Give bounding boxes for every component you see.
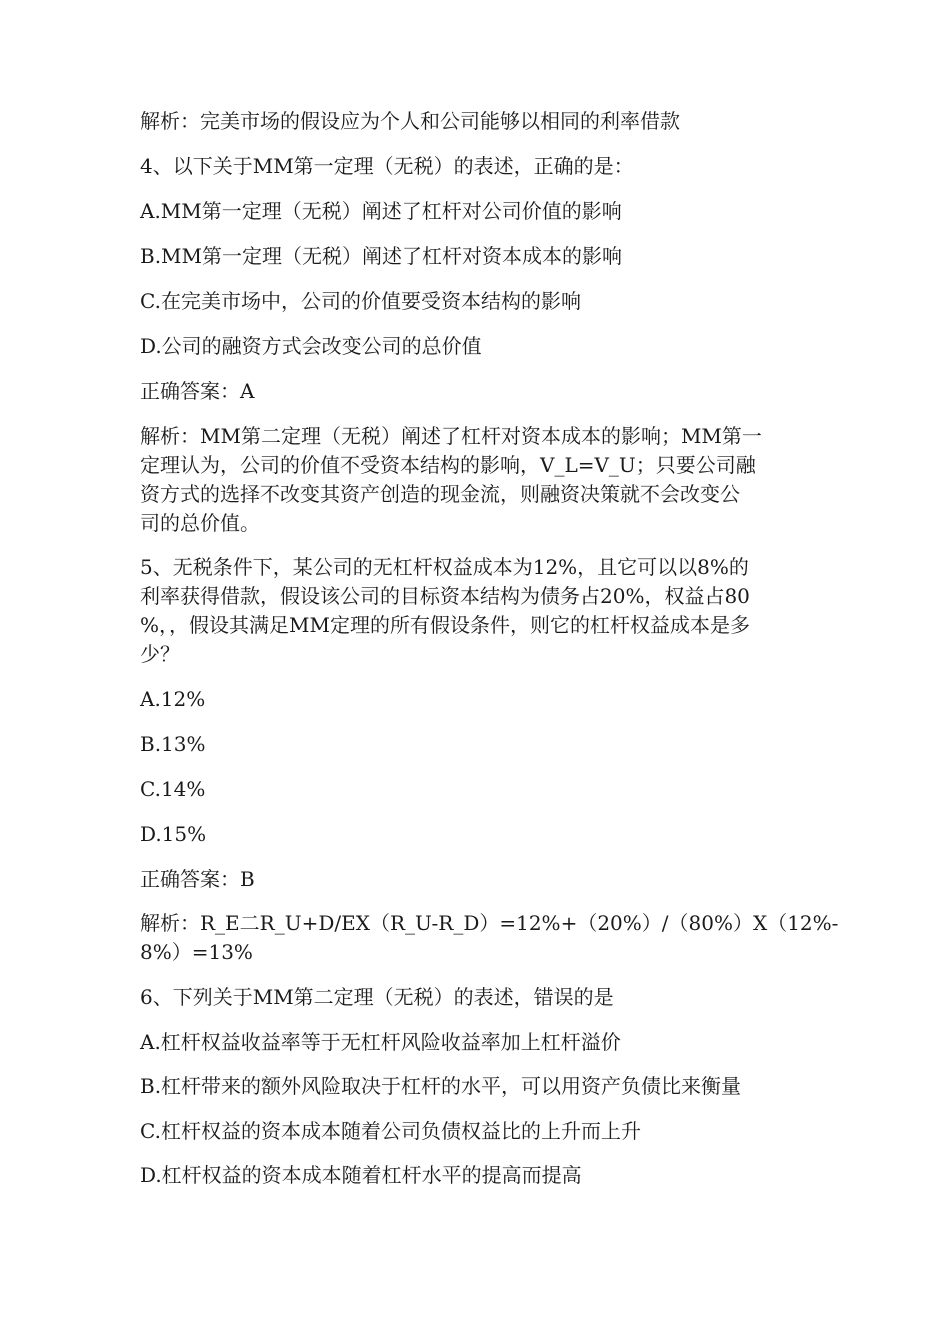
- q5-question-line: 5、无税条件下，某公司的无杠杆权益成本为12%，且它可以以8%的: [140, 555, 749, 579]
- q5-question-line: %，，假设其满足MM定理的所有假设条件，则它的杠杆权益成本是多: [140, 613, 750, 637]
- q5-question: [140, 553, 830, 669]
- q4-explanation-line: 定理认为，公司的价值不受资本结构的影响，V_L=V_U；只要公司融: [140, 453, 756, 477]
- q4-option-a: A.MM第一定理（无税）阐述了杠杆对公司价值的影响: [140, 199, 622, 223]
- q5-question-line: 少？: [140, 642, 180, 666]
- q5-explanation-line: 解析：R_E二R_U+D/EX（R_U-R_D）=12%+（20%）/（80%）X（12%-: [140, 911, 839, 935]
- q5-explanation-line: 8%）=13%: [140, 940, 253, 964]
- q5-option-d: D.15%: [140, 822, 207, 846]
- q4-explanation-line: 解析：MM第二定理（无税）阐述了杠杆对资本成本的影响；MM第一: [140, 424, 762, 448]
- q6-option-b: B.杠杆带来的额外风险取决于杠杆的水平，可以用资产负债比来衡量: [140, 1074, 742, 1098]
- q5-question-line: 利率获得借款，假设该公司的目标资本结构为债务占20%，权益占80: [140, 584, 750, 608]
- q5-explanation: [140, 909, 839, 967]
- q4-option-b: B.MM第一定理（无税）阐述了杠杆对资本成本的影响: [140, 244, 623, 268]
- q6-option-a: A.杠杆权益收益率等于无杠杆风险收益率加上杠杆溢价: [140, 1030, 621, 1054]
- q4-option-d: D.公司的融资方式会改变公司的总价值: [140, 334, 482, 358]
- q4-question: 4、以下关于MM第一定理（无税）的表述，正确的是：: [140, 154, 634, 178]
- q6-question: 6、下列关于MM第二定理（无税）的表述，错误的是: [140, 985, 614, 1009]
- q4-explanation: [140, 422, 830, 538]
- q6-option-d: D.杠杆权益的资本成本随着杠杆水平的提高而提高: [140, 1163, 582, 1187]
- q4-explanation-line: 司的总价值。: [140, 511, 260, 535]
- q5-option-c: C.14%: [140, 777, 206, 801]
- q6-option-c: C.杠杆权益的资本成本随着公司负债权益比的上升而上升: [140, 1119, 641, 1143]
- q5-option-a: A.12%: [140, 687, 206, 711]
- q4-option-c: C.在完美市场中，公司的价值要受资本结构的影响: [140, 289, 581, 313]
- q5-option-b: B.13%: [140, 732, 206, 756]
- q4-answer: 正确答案：A: [140, 379, 255, 403]
- q4-explanation-line: 资方式的选择不改变其资产创造的现金流，则融资决策就不会改变公: [140, 482, 740, 506]
- q5-answer: 正确答案：B: [140, 867, 255, 891]
- q3-explanation: 解析：完美市场的假设应为个人和公司能够以相同的利率借款: [140, 109, 680, 133]
